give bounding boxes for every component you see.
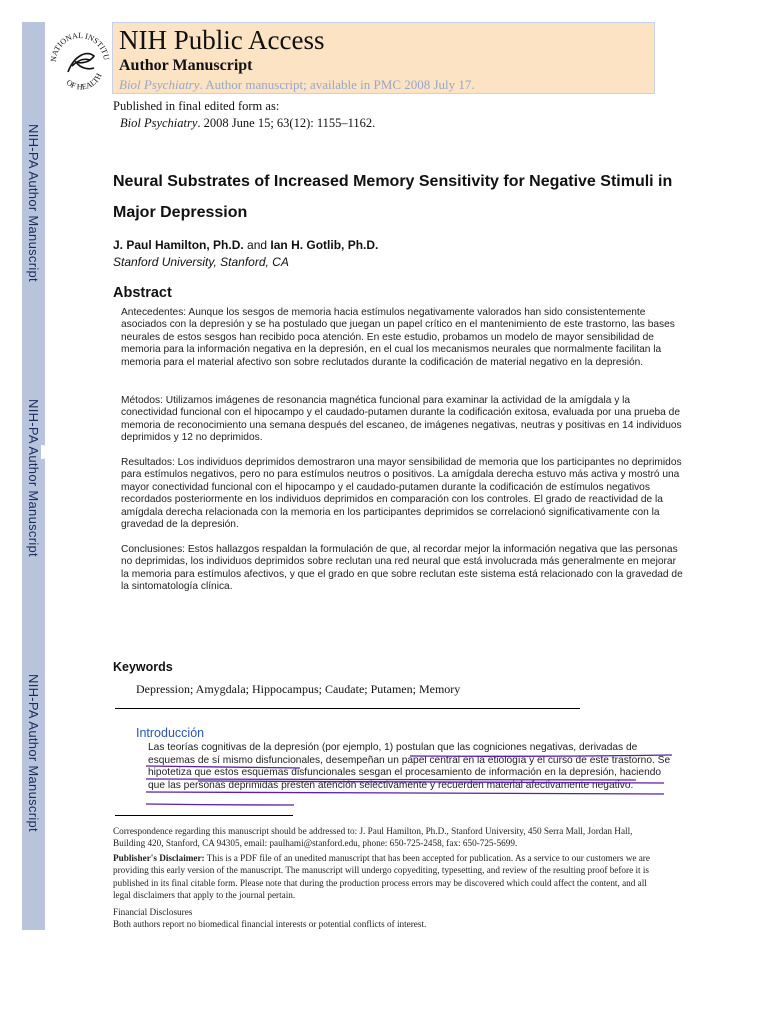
introduction-heading: Introducción [136, 726, 205, 740]
author-list: J. Paul Hamilton, Ph.D. and Ian H. Gotlib, Ph.D. [113, 238, 379, 252]
header-citation: Biol Psychiatry. Author manuscript; available in PMC 2008 July 17. [119, 77, 475, 92]
author-manuscript-label: Author Manuscript [119, 57, 253, 74]
introduction-text: Las teorías cognitivas de la depresión (por ejemplo, 1) postulan que las cogniciones negativas, derivadas de esquemas de sí mismo disfuncionales, desempeñan un papel central en la etiología y el curso de este trastorno. Se hipotetiza que estos esquemas disfuncionales sesgan el procesamiento de información en la depresión, haciendo que las personas deprimidas presten atención selectivamente y recuerden material afectivamente negativo. [148, 742, 671, 791]
correspondence-note: Correspondence regarding this manuscript should be addressed to: J. Paul Hamilton, Ph.D., Stanford University, 450 Serra Mall, Jordan Hall, Building 420, Stanford, CA 94305, email: paulhami@stanford.edu, phone: 650-725-2458, fax: 650-725-5699. [113, 826, 633, 849]
article-title: Neural Substrates of Increased Memory Sensitivity for Negative Stimuli in Major Depression [113, 173, 673, 221]
published-note: Published in final edited form as: Biol Psychiatry. 2008 June 15; 63(12): 1155–1162. [113, 99, 376, 130]
sidebar-label-middle: NIH-PA Author Manuscript [26, 398, 41, 557]
keywords-list: Depression; Amygdala; Hippocampus; Caudate; Putamen; Memory [136, 682, 461, 696]
footnote-divider [115, 815, 293, 816]
abstract-background: Antecedentes: Aunque los sesgos de memoria hacia estímulos negativamente valorados han sido consistentemente asociados con la depresión y se ha postulado que juegan un papel crítico en el mantenimiento de este trastorno, las bases neurales de estos sesgos han recibido poca atención. En este estudio, probamos un modelo de mayor sensibilidad de memoria para la información negativa en la depresión, en el cual los mecanismos neurales que normalmente facilitan la memoria para el material afectivo son sobre reclutados durante la codificación de material negativo en la depresión. [121, 307, 675, 368]
abstract-results: Resultados: Los individuos deprimidos demostraron una mayor sensibilidad de memoria que los participantes no deprimidos para estímulos negativos, pero no para estímulos neutros o positivos. La amígdala derecha estuvo más activa y mostró una mayor conectividad funcional con el hipocampo y el caudado-putamen durante la codificación de estímulos negativos recordados posteriormente en los individuos deprimidos en comparación con los controles. El grado de reactividad de la amígdala derecha relacionada con la memoria en los participantes deprimidos se correlacionó significativamente con la gravedad de la depresión. [121, 457, 682, 531]
logo-text-bottom: OF HEALTH [64, 71, 104, 92]
sidebar-label-top: NIH-PA Author Manuscript [26, 123, 41, 282]
abstract-methods: Métodos: Utilizamos imágenes de resonancia magnética funcional para examinar la actividad de la amígdala y la conectividad funcional con el hipocampo y el caudado-putamen durante la codificación exitosa, evaluada por una prueba de memoria de reconocimiento una semana después del escaneo, de imágenes negativas, neutras y positivas en 14 individuos deprimidos y 12 no deprimidos. [121, 395, 682, 444]
logo-text-top: NATIONAL INSTITU [48, 30, 112, 63]
nih-header [112, 22, 655, 94]
financial-disclosures: Financial Disclosures Both authors report no biomedical financial interests or potential conflicts of interest. [113, 907, 427, 930]
nih-public-access-title: NIH Public Access [119, 25, 325, 55]
sidebar-notch [41, 445, 49, 459]
publisher-disclaimer: Publisher's Disclaimer: This is a PDF file of an unedited manuscript that has been accepted for publication. As a service to our customers we are providing this early version of the manuscript. The manuscript will undergo copyediting, typesetting, and review of the resulting proof before it is published in its final citable form. Please note that during the production process errors may be discovered which could affect the content, and all legal disclaimers that apply to the journal pertain. [113, 853, 650, 901]
keywords-heading: Keywords [113, 660, 173, 674]
abstract-heading: Abstract [113, 285, 172, 301]
author-affiliation: Stanford University, Stanford, CA [113, 255, 289, 269]
section-divider [115, 708, 580, 709]
svg-text:OF HEALTH [65, 72, 104, 92]
abstract-conclusions: Conclusiones: Estos hallazgos respaldan la formulación de que, al recordar mejor la información negativa que las personas no deprimidas, los individuos deprimidos sobre reclutan una red neural que está involucrada más generalmente en mejorar la memoria para estímulos afectivos, y que el grado en que sobre reclutan este sistema está relacionado con la gravedad de la sintomatología clínica. [121, 544, 683, 593]
sidebar-label-bottom: NIH-PA Author Manuscript [26, 673, 41, 832]
highlight-line [146, 804, 294, 805]
nih-logo [46, 22, 112, 94]
